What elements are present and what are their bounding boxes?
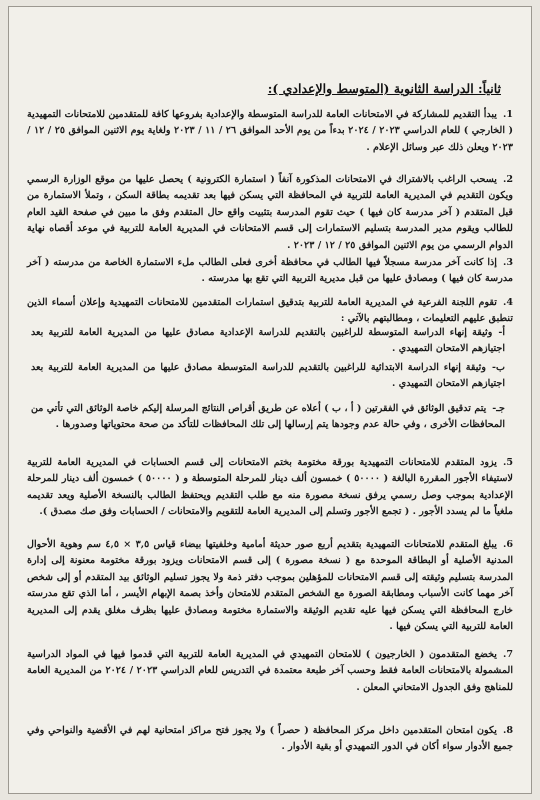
item-6: [27, 537, 513, 635]
item-number: جـ-: [492, 403, 505, 414]
item-number: 8.: [502, 725, 513, 736]
item-3: [27, 255, 513, 288]
item-1: [27, 107, 513, 156]
item-text: يسحب الراغب بالاشتراك في الامتحانات المذكورة آنفاً ( استمارة الكترونية ) يحصل عليها من موقع الوزارة الرسمي ويكون التقديم في المديرية العامة للتربية في المحافظة التي يسكن فيها بعد تقديمه بطاقة السكن ، وتملأ الاستمارة من قبل المتقدم ( آخر مدرسة كان فيها ) حيث تقوم المدرسة بتثبيت واقع حال المتقدم وفق ما مبين في صفحة القيد العام للطالب ويقوم مدير المدرسة بتسليم الاستمارات إلى قسم الامتحانات في المديرية العامة للتربية في موعد أقصاه نهاية الدوام الرسمي من يوم الاثنين الموافق ٢٥ / ١٢ / ٢٠٢٣ .: [27, 174, 513, 251]
document-page: [8, 6, 532, 794]
item-number: 5.: [502, 457, 513, 468]
section-heading: ثانياً: الدراسة الثانوية (المتوسط والإعدادي ):: [267, 81, 501, 96]
item-8: [27, 723, 513, 756]
item-4: [27, 295, 513, 328]
item-4a: [31, 325, 505, 358]
item-number: 4.: [502, 297, 513, 308]
item-number: 3.: [502, 257, 513, 268]
item-2: [27, 172, 513, 254]
item-text: يكون امتحان المتقدمين داخل مركز المحافظة ( حصراً ) ولا يجوز فتح مراكز امتحانية لهم في الأقضية والنواحي وفي جميع الأدوار سواء أكان في الدور التمهيدي أو بقية الأدوار .: [27, 725, 513, 753]
item-number: أ-: [498, 327, 505, 338]
item-text: يبلغ المتقدم للامتحانات التمهيدية بتقديم أربع صور حديثة أمامية وخلفيتها بيضاء قياس ٣,٥ × ٤,٥ سم وهوية الأحوال المدنية الأصلية أو البطاقة الموحدة مع ( نسخة مصورة ) إلى قسم الامتحانات ويزود بورقة مختومة معنونة إلى إدارة المدرسة بتسليم وثيقته إلى قسم الامتحانات للمؤهلين بموجب دفتر ذمة ولا يجوز تسليم الوثائق بيد المتقدم أو إلى شخص آخر مهما كانت الأسباب ومطابقة الصورة مع الشخص المتقدم للامتحان وأخذ بصمة الإبهام الأيسر ، أما الذي تقع مدرسته خارج المحافظة التي يسكن فيها عليه تقديم الوثيقة والاستمارة مختومة ومصادق عليها بظرف مغلق يقدم إلى المديرية العامة للتربية التي يسكن فيها .: [27, 539, 513, 633]
item-text: وثيقة إنهاء الدراسة المتوسطة للراغبين بالتقديم للدراسة الإعدادية مصادق عليها من المديرية العامة للتربية بعد اجتيازهم الامتحان التمهيدي .: [31, 327, 505, 355]
item-text: تقوم اللجنة الفرعية في المديرية العامة للتربية بتدقيق استمارات المتقدمين للامتحانات التمهيدية وإعلان أسماء الذين تنطبق عليهم التعليمات ، ومطالبتهم بالآتي :: [27, 297, 513, 325]
item-number: ب-: [491, 362, 505, 373]
item-text: يخضع المتقدمون ( الخارجيون ) للامتحان التمهيدي في المديرية العامة للتربية التي قدموا فيها في المواد الدراسية المشمولة بالامتحانات العامة فقط وحسب آخر طبعة معتمدة في التدريس للعام الدراسي ٢٠٢٣ / ٢٠٢٤ من المديرية العامة للمناهج وفق الجدول الامتحاني المعلن .: [27, 649, 514, 693]
item-text: يتم تدقيق الوثائق في الفقرتين ( أ ، ب ) أعلاه عن طريق أقراص النتائج المرسلة إليكم خاصة الوثائق التي تأتي من المحافظات الأخرى ، وفي حالة عدم وجودها يتم إرسالها إلى تلك المحافظات للتأكد من صحة محتوياتها وصدورها .: [31, 403, 505, 431]
item-number: 2.: [502, 174, 513, 185]
item-4c: [31, 401, 505, 434]
item-text: وثيقة إنهاء الدراسة الابتدائية للراغبين بالتقديم للدراسة المتوسطة مصادق عليها من المديرية العامة للتربية بعد اجتيازهم الامتحان التمهيدي .: [31, 362, 505, 390]
item-text: إذا كانت آخر مدرسة مسجلاً فيها الطالب في محافظة أخرى فعلى الطالب ملء الاستمارة الخاصة من مدرسته ( آخر مدرسة كان فيها ) ومصادق عليها من قبل مديرية التربية التي تقع بها مدرسته .: [27, 257, 513, 285]
item-number: 6.: [502, 539, 513, 550]
item-text: يزود المتقدم للامتحانات التمهيدية بورقة مختومة بختم الامتحانات إلى قسم الحسابات في المديرية العامة للتربية لاستيفاء الأجور المقررة البالغة ( ٥٠٠٠٠ ) خمسون ألف دينار للمرحلة المتوسطة و ( ٥٠٠٠٠ ) خمسون ألف دينار للمرحلة الإعدادية بموجب وصل رسمي يرفق نسخة مصورة منه مع طلب التقديم ويحتفظ الطالب بالنسخة الأصلية ويعد تقديمه ملغياً ما لم يسدد الأجور . ( تجمع الأجور وتسلم إلى المديرية العامة للتقويم والامتحانات / الحسابات وفق صك مصدق ).: [27, 457, 513, 518]
item-7: [27, 647, 513, 696]
item-text: يبدأ التقديم للمشاركة في الامتحانات العامة للدراسة المتوسطة والإعدادية بفروعها كافة للمتقدمين للامتحانات التمهيدية ( الخارجي ) للعام الدراسي ٢٠٢٣ / ٢٠٢٤ بدءاً من يوم الأحد الموافق ٢٦ / ١١ / ٢٠٢٣ ولغاية يوم الاثنين الموافق ٢٥ / ١٢ / ٢٠٢٣ ويعلن ذلك عبر وسائل الإعلام .: [27, 109, 514, 153]
item-number: 7.: [502, 649, 513, 660]
item-4b: [31, 360, 505, 393]
item-number: 1.: [502, 109, 513, 120]
item-5: [27, 455, 513, 521]
